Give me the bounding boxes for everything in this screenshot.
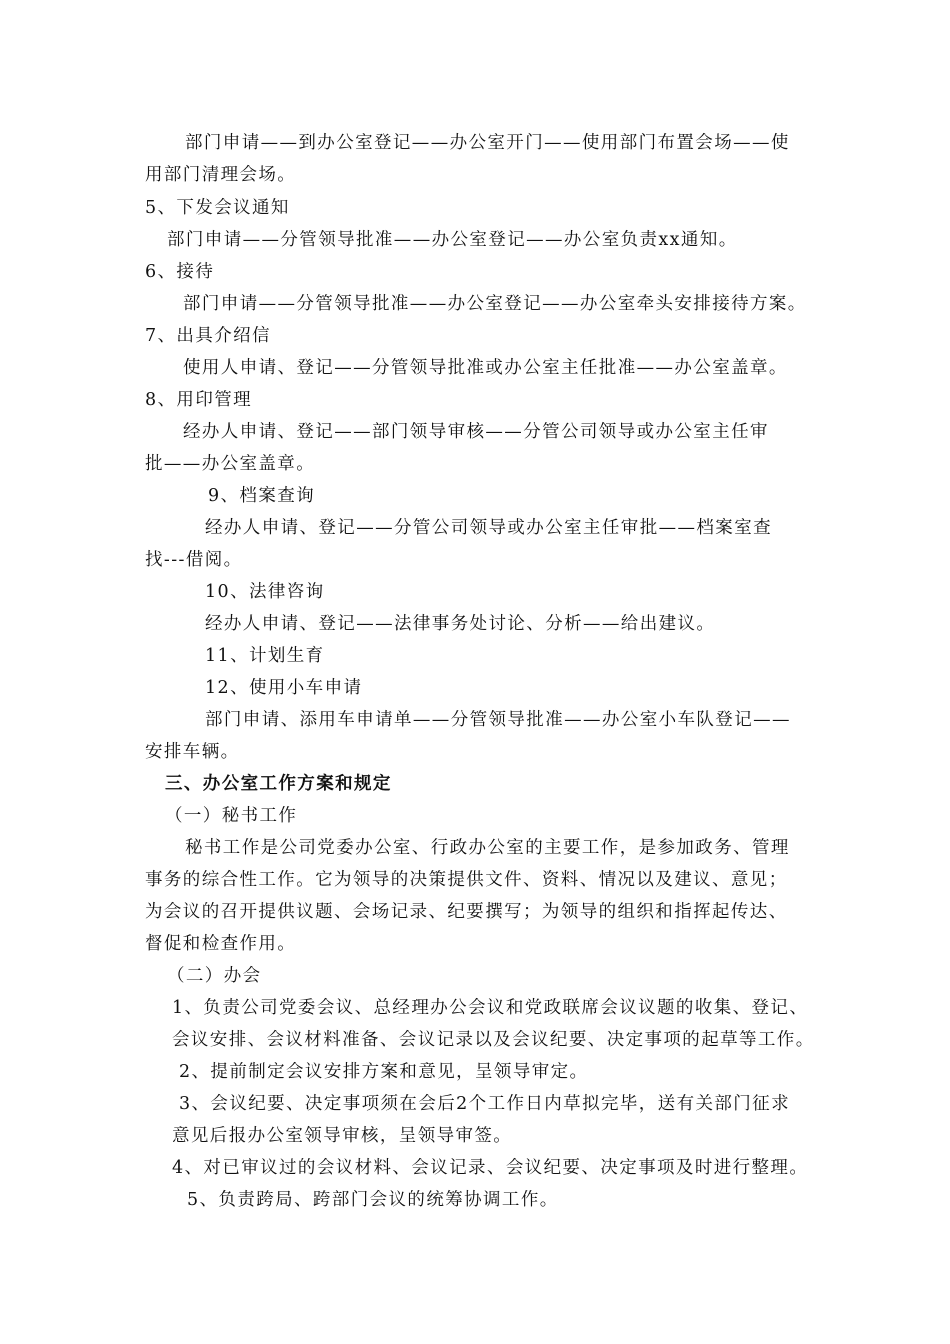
text-line: 用部门清理会场。 <box>145 165 297 185</box>
text-line: 部门申请、添用车申请单——分管领导批准——办公室小车队登记—— <box>205 710 791 730</box>
item-heading: 11、计划生育 <box>205 646 325 666</box>
text-line: 4、对已审议过的会议材料、会议记录、会议纪要、决定事项及时进行整理。 <box>172 1158 809 1178</box>
item-heading: 8、用印管理 <box>145 390 253 410</box>
item-heading: 12、使用小车申请 <box>205 678 363 698</box>
text-line: 1、负责公司党委会议、总经理办公会议和党政联席会议议题的收集、登记、 <box>172 998 809 1018</box>
item-heading: 10、法律咨询 <box>205 582 325 602</box>
text-line: 经办人申请、登记——分管公司领导或办公室主任审批——档案室查 <box>205 518 772 538</box>
text-line: 5、负责跨局、跨部门会议的统筹协调工作。 <box>187 1190 559 1210</box>
text-line: 部门申请——到办公室登记——办公室开门——使用部门布置会场——使 <box>185 133 790 153</box>
text-line: 部门申请——分管领导批准——办公室登记——办公室负责xx通知。 <box>167 230 738 250</box>
text-line: 事务的综合性工作。它为领导的决策提供文件、资料、情况以及建议、意见； <box>145 870 788 890</box>
item-heading: 9、档案查询 <box>208 486 316 506</box>
item-heading: 7、出具介绍信 <box>145 326 271 346</box>
text-line: 为会议的召开提供议题、会场记录、纪要撰写；为领导的组织和指挥起传达、 <box>145 902 788 922</box>
subsection-heading: （一）秘书工作 <box>165 806 298 826</box>
text-line: 安排车辆。 <box>145 742 240 762</box>
text-line: 2、提前制定会议安排方案和意见，呈领导审定。 <box>179 1062 589 1082</box>
section-heading: 三、办公室工作方案和规定 <box>165 774 392 794</box>
text-line: 意见后报办公室领导审核，呈领导审签。 <box>172 1126 513 1146</box>
text-line: 部门申请——分管领导批准——办公室登记——办公室牵头安排接待方案。 <box>183 294 807 314</box>
text-line: 秘书工作是公司党委办公室、行政办公室的主要工作，是参加政务、管理 <box>185 838 790 858</box>
item-heading: 5、下发会议通知 <box>145 198 290 218</box>
text-line: 督促和检查作用。 <box>145 934 297 954</box>
subsection-heading: （二）办会 <box>167 966 262 986</box>
text-line: 经办人申请、登记——部门领导审核——分管公司领导或办公室主任审 <box>183 422 769 442</box>
text-line: 使用人申请、登记——分管领导批准或办公室主任批准——办公室盖章。 <box>183 358 788 378</box>
item-heading: 6、接待 <box>145 262 215 282</box>
text-line: 批——办公室盖章。 <box>145 454 316 474</box>
text-line: 3、会议纪要、决定事项须在会后2个工作日内草拟完毕，送有关部门征求 <box>179 1094 790 1114</box>
text-line: 会议安排、会议材料准备、会议记录以及会议纪要、决定事项的起草等工作。 <box>172 1030 815 1050</box>
text-line: 经办人申请、登记——法律事务处讨论、分析——给出建议。 <box>205 614 716 634</box>
text-line: 找---借阅。 <box>145 550 243 570</box>
